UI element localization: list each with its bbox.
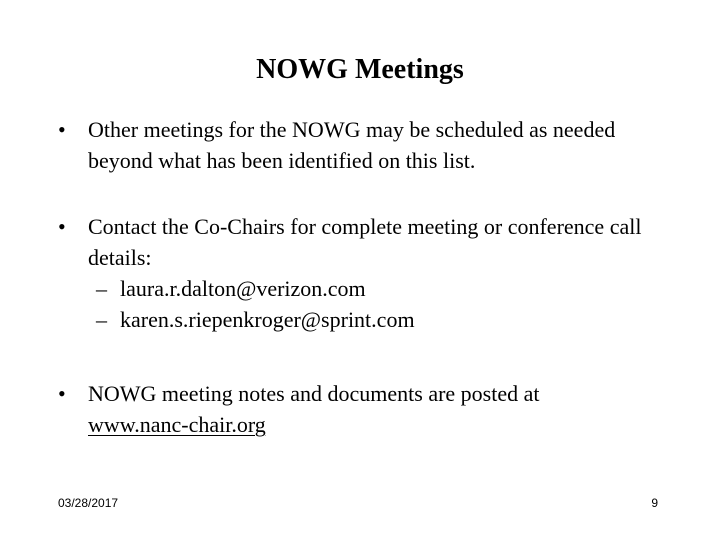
footer-date: 03/28/2017	[58, 496, 119, 510]
email-address: karen.s.riepenkroger@sprint.com	[120, 307, 415, 332]
bullet-marker: •	[58, 214, 66, 239]
page-number: 9	[651, 496, 658, 510]
bullet-marker: •	[58, 117, 66, 142]
dash-marker: –	[96, 276, 107, 301]
sub-item-email-1	[96, 273, 678, 304]
email-address: laura.r.dalton@verizon.com	[120, 276, 366, 301]
bullet-item-3	[58, 378, 678, 440]
bullet-text-container	[88, 378, 678, 440]
website-link[interactable]: www.nanc-chair.org	[88, 412, 266, 437]
dash-marker: –	[96, 307, 107, 332]
bullet-text: Other meetings for the NOWG may be scheduled as needed beyond what has been identified on this list.	[88, 117, 616, 173]
bullet-item-1	[58, 114, 678, 176]
slide-title: NOWG Meetings	[256, 54, 464, 85]
bullet-marker: •	[58, 381, 66, 406]
sub-item-email-2	[96, 304, 678, 335]
bullet-text: NOWG meeting notes and documents are posted at	[88, 381, 540, 406]
bullet-text: Contact the Co-Chairs for complete meeting or conference call details:	[88, 214, 642, 270]
bullet-item-2	[58, 211, 678, 335]
